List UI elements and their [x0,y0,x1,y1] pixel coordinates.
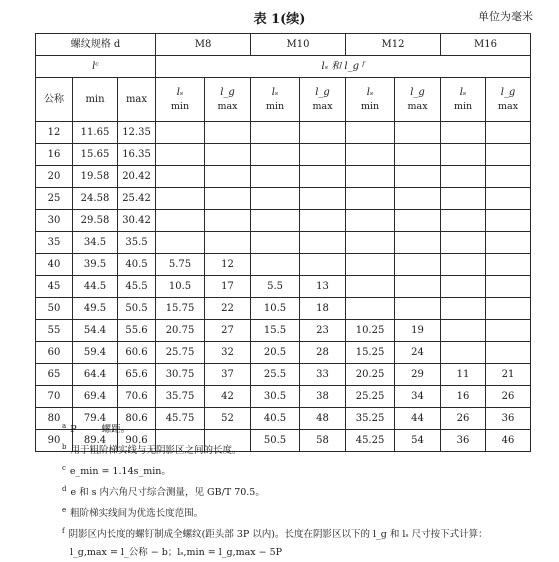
subheader-symbol: l_g [220,86,235,98]
table-cell: 44.5 [73,276,118,298]
table-cell: 20.75 [156,320,205,342]
subheader-lg-3 [395,78,441,122]
table-cell [156,144,205,166]
table-cell: 11 [441,364,486,386]
table-cell [205,122,251,144]
table-cell [205,210,251,232]
l-header: lᶜ [36,56,156,78]
min-header: min [73,78,118,122]
table-cell: 30.42 [118,210,156,232]
table-cell: 34 [395,386,441,408]
footnote [62,544,522,562]
table-cell: 19 [395,320,441,342]
table-cell [205,166,251,188]
subheader-limit: max [407,100,428,112]
nominal-header: 公称 [36,78,73,122]
table-cell: 26 [441,408,486,430]
table-cell: 15.75 [156,298,205,320]
footnotes [62,418,522,562]
subheader-ls-1 [156,78,205,122]
table-cell [300,210,346,232]
table-cell: 35.75 [156,386,205,408]
table-cell: 20.42 [118,166,156,188]
table-cell [486,254,531,276]
table-cell [441,232,486,254]
table-cell: 24 [395,342,441,364]
table-cell [486,122,531,144]
subheader-limit: min [265,100,285,112]
table-cell: 46 [486,430,531,452]
subheader-symbol: lₛ [176,86,184,98]
footnote-mark: d [62,484,67,493]
table-cell [300,188,346,210]
table-cell: 60 [36,342,73,364]
footnote [62,439,522,460]
table-cell [346,144,395,166]
table-row [36,188,531,210]
m8-header: M8 [156,34,251,56]
table-cell: 17 [205,276,251,298]
table-cell [395,298,441,320]
table-cell: 35.5 [118,232,156,254]
table-cell [346,232,395,254]
table-cell [205,188,251,210]
table-cell: 40 [36,254,73,276]
table-cell: 54 [395,430,441,452]
table-cell: 30.5 [251,386,300,408]
table-cell: 21 [486,364,531,386]
table-cell: 20.5 [251,342,300,364]
table-cell [156,210,205,232]
table-cell: 59.4 [73,342,118,364]
table-cell [486,210,531,232]
subheader-lg-4 [486,78,531,122]
table-cell [300,232,346,254]
footnote-mark: b [62,442,67,451]
table-cell [156,166,205,188]
footnote-text: P —— 螺距。 [70,424,131,436]
table-cell [395,210,441,232]
table-cell: 13 [300,276,346,298]
table-cell: 35.25 [346,408,395,430]
table-cell: 90 [36,430,73,452]
table-cell: 12 [36,122,73,144]
table-cell: 45 [36,276,73,298]
subheader-ls-3 [346,78,395,122]
subheader-symbol: l_g [500,86,516,98]
table-cell [441,320,486,342]
footnote [62,502,522,523]
thread-spec-header: 螺纹规格 d [36,34,156,56]
table-cell [346,166,395,188]
table-row [36,386,531,408]
table-cell: 58 [300,430,346,452]
table-cell: 65.6 [118,364,156,386]
table-cell: 70.6 [118,386,156,408]
unit-label: 单位为毫米 [478,10,533,23]
table-cell: 50.5 [118,298,156,320]
table-cell: 44 [395,408,441,430]
subheader-limit: min [170,100,190,112]
table-cell [441,144,486,166]
table-cell: 45.75 [156,408,205,430]
subheader-symbol: l_g [315,86,330,98]
ls-lg-header: lₛ 和 l_g ᶠ [156,56,531,78]
table-cell: 50.5 [251,430,300,452]
table-cell: 29 [395,364,441,386]
table-cell [300,166,346,188]
table-cell [300,144,346,166]
footnote-text: e_min = 1.14s_min。 [69,466,171,478]
table-row [36,298,531,320]
table-cell [346,276,395,298]
footnote-text: 粗阶梯实线间为优选长度范围。 [70,507,204,519]
subheader-limit: max [498,100,519,112]
table-cell [346,188,395,210]
table-cell [251,166,300,188]
table-cell: 54.4 [73,320,118,342]
table-cell [205,144,251,166]
table-cell [395,188,441,210]
table-cell: 65 [36,364,73,386]
subheader-limit: max [217,100,238,112]
table-row [36,320,531,342]
footnote-mark: a [62,422,67,430]
table-cell: 89.4 [73,430,118,452]
table-cell: 30.75 [156,364,205,386]
table-cell: 18 [300,298,346,320]
subheader-symbol: lₛ [459,86,467,98]
footnote-text: 阴影区内长度的螺钉制成全螺纹(距头部 3P 以内)。长度在阴影区以下的 l_g 和 lₛ 尺寸按下式计算： [68,528,488,540]
table-cell: 29.58 [73,210,118,232]
table-cell: 30 [36,210,73,232]
table-cell: 45.5 [118,276,156,298]
footnote [62,418,522,439]
table-cell: 11.65 [73,122,118,144]
table-cell: 55 [36,320,73,342]
subheader-ls-4 [441,78,486,122]
subheader-symbol: l_g [410,86,425,98]
table-row [36,276,531,298]
table-cell [395,122,441,144]
table-cell [441,122,486,144]
table-cell: 10.25 [346,320,395,342]
table-cell: 15.65 [73,144,118,166]
table-cell [486,144,531,166]
table-cell: 34.5 [73,232,118,254]
table-cell: 5.5 [251,276,300,298]
subheader-limit: max [312,100,333,112]
subheader-lg-2 [300,78,346,122]
table-cell: 37 [205,364,251,386]
footnote-mark: c [62,463,66,472]
table-cell [156,232,205,254]
subheader-symbol: lₛ [271,86,279,98]
table-cell: 25.5 [251,364,300,386]
table-cell: 20.25 [346,364,395,386]
table-cell [486,342,531,364]
table-cell [395,276,441,298]
table-cell [395,254,441,276]
table-cell: 12 [205,254,251,276]
table-cell [251,210,300,232]
table-cell [156,188,205,210]
table-cell: 15.5 [251,320,300,342]
table-cell [486,232,531,254]
table-cell [441,188,486,210]
table-cell: 25 [36,188,73,210]
table-row [36,210,531,232]
subheader-limit: min [453,100,473,112]
table-cell: 79.4 [73,408,118,430]
table-cell: 27 [205,320,251,342]
table-cell [346,298,395,320]
footnote [62,523,522,544]
table-cell: 40.5 [118,254,156,276]
table-cell [251,254,300,276]
table-row [36,166,531,188]
table-cell: 80.6 [118,408,156,430]
table-cell: 12.35 [118,122,156,144]
table-cell [156,122,205,144]
footnote-mark: e [62,505,67,514]
table-cell: 55.6 [118,320,156,342]
table-cell: 42 [205,386,251,408]
table-cell: 50 [36,298,73,320]
table-cell: 70 [36,386,73,408]
table-cell: 48 [300,408,346,430]
table-cell: 19.58 [73,166,118,188]
table-cell: 5.75 [156,254,205,276]
table-cell: 40.5 [251,408,300,430]
footnote-text: 用于粗阶梯实线与无阴影区之间的长度。 [70,445,242,457]
subheader-ls-2 [251,78,300,122]
table-cell [486,276,531,298]
table-cell [441,254,486,276]
table-row [36,144,531,166]
table-cell [441,342,486,364]
table-cell: 22 [205,298,251,320]
table-title: 表 1(续) [253,12,306,27]
table-cell [486,188,531,210]
table-cell: 28 [300,342,346,364]
table-cell: 39.5 [73,254,118,276]
table-cell: 26 [486,386,531,408]
table-cell [486,166,531,188]
table-cell: 16 [441,386,486,408]
table-cell: 35 [36,232,73,254]
table-cell: 16.35 [118,144,156,166]
table-cell: 25.75 [156,342,205,364]
table-cell [346,122,395,144]
table-cell [395,144,441,166]
table-cell: 10.5 [251,298,300,320]
table-cell: 10.5 [156,276,205,298]
table-cell: 32 [205,342,251,364]
dimension-table [35,33,531,452]
table-cell [441,166,486,188]
table-cell [251,232,300,254]
table-cell [441,298,486,320]
table-cell: 36 [441,430,486,452]
table-cell [346,210,395,232]
table-cell: 20 [36,166,73,188]
table-cell [395,166,441,188]
table-cell [441,210,486,232]
table-cell [395,232,441,254]
table-cell: 36 [486,408,531,430]
table-cell: 24.58 [73,188,118,210]
table-cell: 25.25 [346,386,395,408]
max-header: max [118,78,156,122]
table-cell: 49.5 [73,298,118,320]
table-cell [300,122,346,144]
table-row [36,232,531,254]
table-cell [205,232,251,254]
subheader-lg-1 [205,78,251,122]
table-row [36,364,531,386]
table-cell: 38 [300,386,346,408]
table-cell: 25.42 [118,188,156,210]
table-cell: 45.25 [346,430,395,452]
footnote-text: l_g,max = l_公称 − b；lₛ,min = l_g,max − 5P [70,546,283,558]
table-cell: 52 [205,408,251,430]
table-row [36,122,531,144]
table-row [36,254,531,276]
m16-header: M16 [441,34,531,56]
table-cell [251,122,300,144]
footnote-text: e 和 s 内六角尺寸综合测量，见 GB/T 70.5。 [70,487,265,499]
table-cell: 90.6 [118,430,156,452]
table-cell: 60.6 [118,342,156,364]
table-cell [251,144,300,166]
table-cell: 33 [300,364,346,386]
table-cell: 80 [36,408,73,430]
table-cell [251,188,300,210]
table-cell: 64.4 [73,364,118,386]
footnote-mark: f [62,526,65,535]
table-cell: 69.4 [73,386,118,408]
table-cell [486,298,531,320]
footnote [62,460,522,481]
subheader-symbol: lₛ [366,86,374,98]
m10-header: M10 [251,34,346,56]
m12-header: M12 [346,34,441,56]
table-cell: 23 [300,320,346,342]
table-cell [441,276,486,298]
subheader-limit: min [360,100,380,112]
table-cell [486,320,531,342]
table-cell [346,254,395,276]
table-cell: 15.25 [346,342,395,364]
table-cell [300,254,346,276]
footnote [62,481,522,502]
table-cell: 16 [36,144,73,166]
table-row [36,342,531,364]
